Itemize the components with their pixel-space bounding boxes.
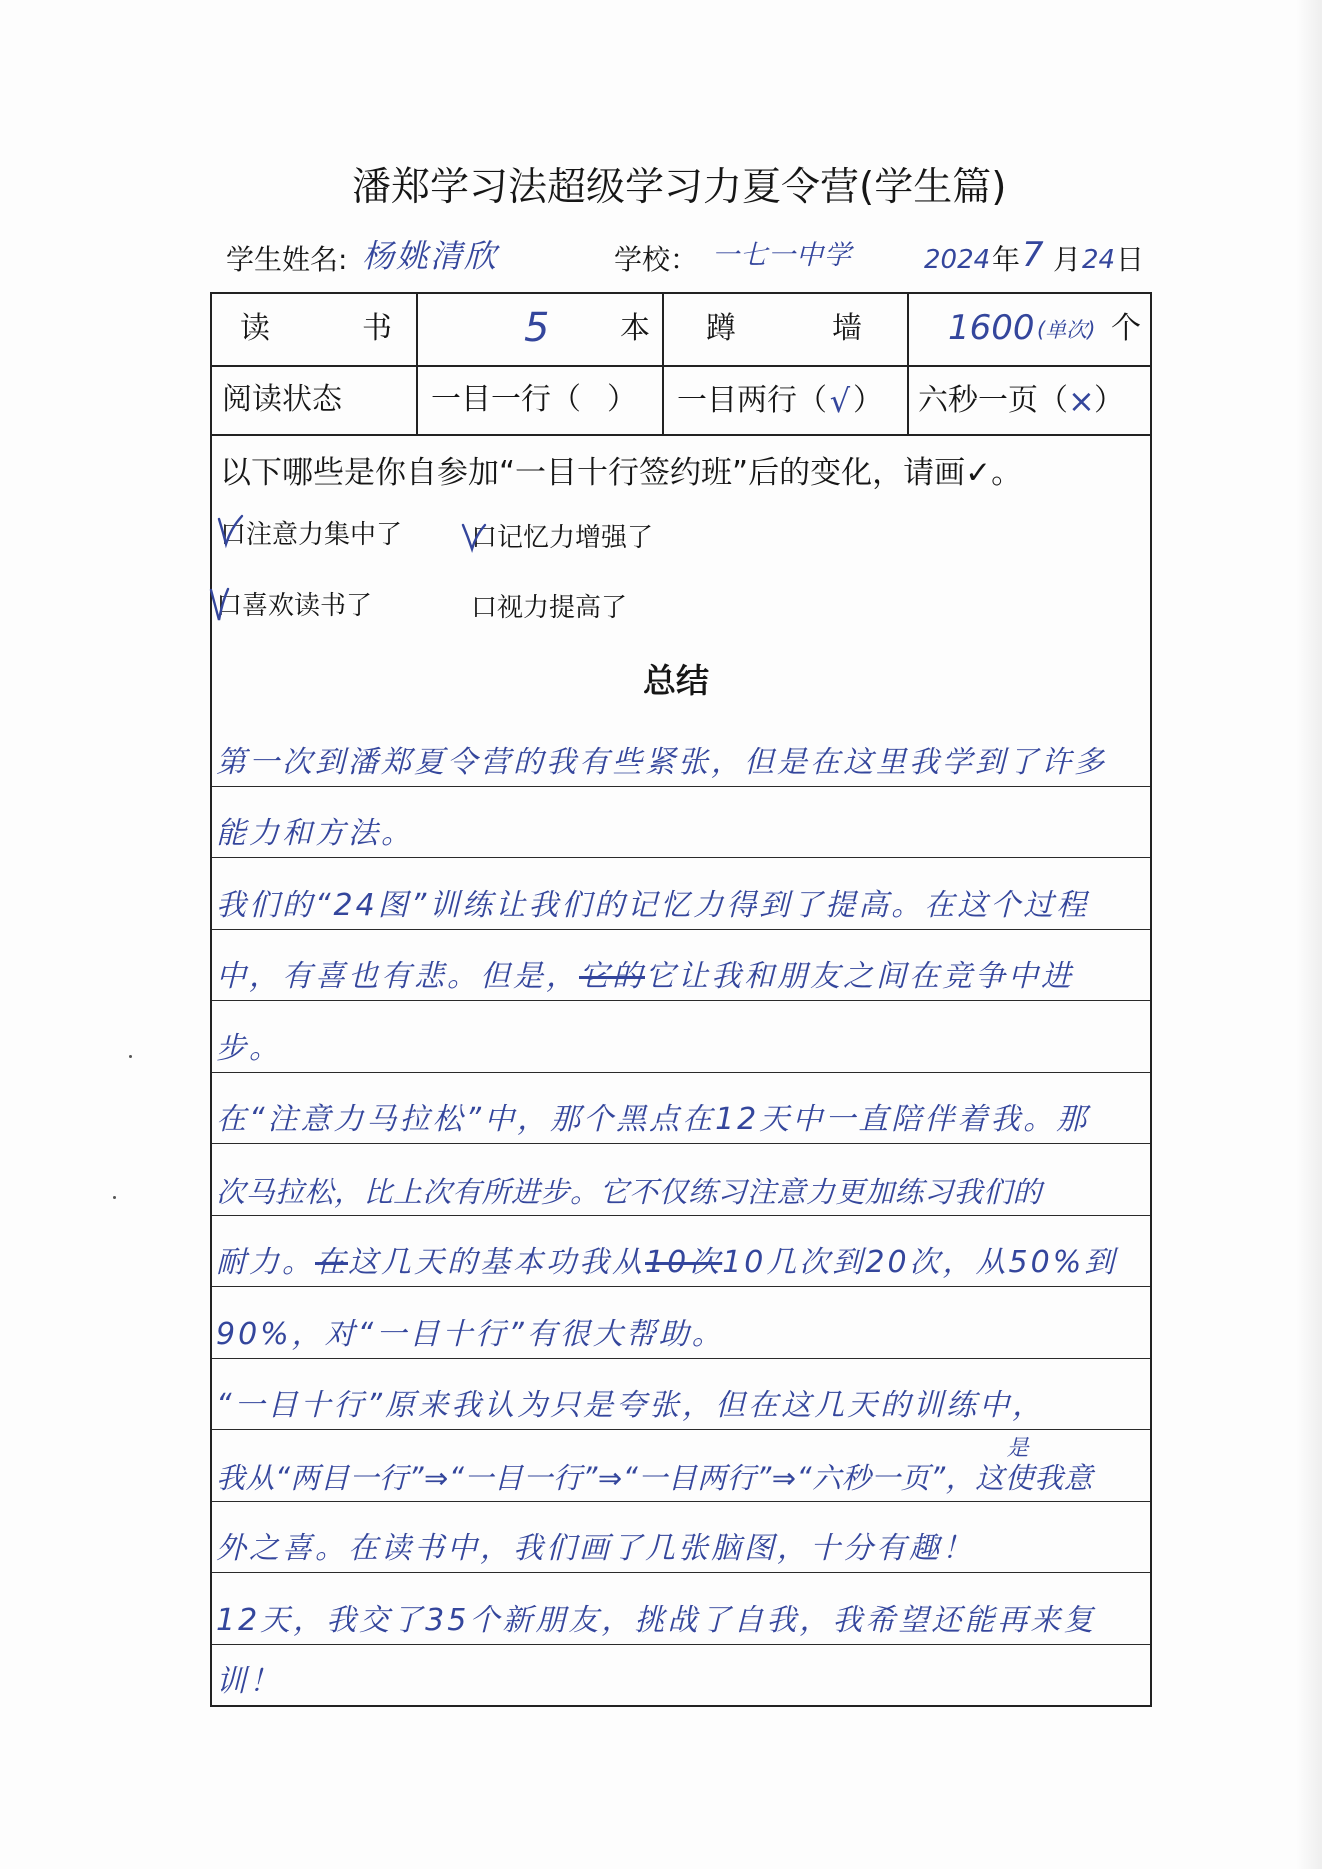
struck-text: 在 [315, 1245, 348, 1280]
status-option-one-line [431, 382, 637, 417]
summary-line [212, 1073, 1150, 1145]
status-mark: √ [829, 382, 851, 420]
reading-unit: 本 [620, 311, 650, 346]
summary-line [212, 1573, 1150, 1645]
summary-text: 它让我和朋友之间在竞争中进 [645, 959, 1074, 994]
row-divider [210, 434, 1152, 436]
summary-line [212, 1287, 1150, 1359]
summary-text: 能力和方法。 [216, 816, 414, 851]
date-day-unit: 日 [1116, 243, 1145, 276]
squat-count: 1600 [948, 308, 1035, 348]
paren-open: （ [551, 382, 581, 417]
status-option-label: 一目两行 [677, 383, 797, 418]
summary-text: “一目十行”原来我认为只是夸张，但在这几天的训练中， [216, 1388, 1046, 1423]
summary-lines [212, 715, 1150, 1705]
summary-heading: 总结 [643, 661, 709, 700]
school-label: 学校： [614, 243, 699, 276]
summary-text: 次马拉松，比上次有所进步。它不仅练习注意力更加练习我们的 [216, 1174, 1043, 1209]
changes-question: 以下哪些是你自参加“一目十行签约班”后的变化，请画✓。 [220, 455, 1023, 491]
change-item-memory [471, 525, 653, 551]
squat-label-char: 蹲 [706, 311, 736, 346]
name-label: 学生姓名: [226, 243, 348, 276]
summary-text: 我从“两目一行”⇒“一目一行”⇒“一目两行”⇒“六秒一页”，这 [216, 1460, 1005, 1495]
summary-text: 耐力。 [216, 1245, 315, 1280]
date-day: 24 [1082, 245, 1116, 275]
checkbox: 口 [471, 523, 498, 553]
page-title: 潘郑学习法超级学习力夏令营(学生篇) [352, 165, 1007, 210]
change-item-attention [220, 522, 402, 548]
change-item-label: 喜欢读书了 [242, 591, 373, 621]
summary-text: 12天，我交了35个新朋友，挑战了自我，我希望还能再来复 [216, 1602, 1097, 1638]
school-value: 一七一中学 [712, 240, 852, 271]
reading-status-label: 阅读状态 [222, 382, 342, 417]
date-year: 2024 [924, 245, 991, 275]
paren-close: ） [607, 382, 637, 417]
summary-text: 这几天的基本功我从 [348, 1245, 645, 1280]
reading-label-char: 书 [362, 311, 392, 346]
paren-close: ） [1094, 383, 1124, 418]
summary-line [212, 1645, 1150, 1705]
checkbox: 口 [216, 591, 243, 621]
change-item-label: 视力提高了 [497, 593, 628, 623]
reading-label-char: 读 [240, 311, 270, 346]
status-option-six-seconds [918, 382, 1124, 420]
summary-text: 第一次到潘郑夏令营的我有些紧张，但是在这里我学到了许多 [216, 744, 1107, 780]
summary-text: 在“注意力马拉松”中，那个黑点在12天中一直陪伴着我。那 [216, 1102, 1090, 1137]
date-month: 7 [1022, 235, 1044, 275]
date-year-unit: 年 [992, 243, 1021, 276]
paren-open: （ [797, 383, 827, 418]
summary-text: 使我意 [1004, 1460, 1094, 1495]
summary-text: 步。 [216, 1030, 282, 1066]
summary-text: 训！ [216, 1663, 282, 1699]
struck-text: 10次 [645, 1245, 723, 1280]
scan-speck [129, 1055, 132, 1058]
inserted-word: 是 [1006, 1435, 1030, 1461]
check-mark-icon [208, 587, 234, 623]
insertion-group [1004, 1435, 1094, 1495]
name-value: 杨姚清欣 [362, 237, 499, 275]
change-item-label: 记忆力增强了 [497, 523, 654, 553]
check-mark-icon [461, 521, 489, 555]
struck-text: 它的 [579, 959, 645, 994]
summary-text: 10几次到20次，从50%到 [722, 1245, 1118, 1280]
summary-line [212, 1359, 1150, 1431]
date-month-unit: 月 [1053, 243, 1082, 276]
checkbox: 口 [220, 520, 247, 550]
check-mark-icon [216, 514, 247, 550]
summary-line [212, 1430, 1150, 1502]
squat-label-char: 墙 [832, 311, 862, 346]
summary-text: 中，有喜也有悲。但是， [216, 959, 579, 994]
row-divider [210, 365, 1152, 367]
status-mark: × [1068, 382, 1095, 420]
summary-text: 我们的“24图”训练让我们的记忆力得到了提高。在这个过程 [216, 887, 1090, 923]
summary-line [212, 1216, 1150, 1288]
summary-line [212, 858, 1150, 930]
summary-line [212, 787, 1150, 859]
change-item-eyesight [471, 595, 627, 621]
summary-line [212, 930, 1150, 1002]
summary-line [212, 715, 1150, 787]
summary-line [212, 1001, 1150, 1073]
summary-text: 90%，对“一目十行”有很大帮助。 [216, 1316, 725, 1352]
scan-speck [113, 1196, 116, 1199]
summary-text: 外之喜。在读书中，我们画了几张脑图，十分有趣！ [216, 1531, 975, 1566]
change-item-label: 注意力集中了 [246, 520, 403, 550]
squat-unit: 个 [1111, 311, 1141, 346]
status-option-label: 一目一行 [431, 382, 551, 417]
column-divider [662, 292, 664, 435]
paren-close: ） [853, 383, 883, 418]
change-item-reading [216, 593, 372, 619]
column-divider [416, 292, 418, 435]
column-divider [907, 292, 909, 435]
status-option-two-lines [677, 382, 883, 420]
summary-line [212, 1144, 1150, 1216]
status-option-label: 六秒一页 [918, 383, 1038, 418]
paren-open: （ [1038, 383, 1068, 418]
checkbox: 口 [471, 593, 498, 623]
scan-edge-shadow [1296, 0, 1322, 1869]
reading-count: 5 [524, 305, 550, 351]
summary-line [212, 1502, 1150, 1574]
squat-note: (单次) [1037, 318, 1096, 342]
